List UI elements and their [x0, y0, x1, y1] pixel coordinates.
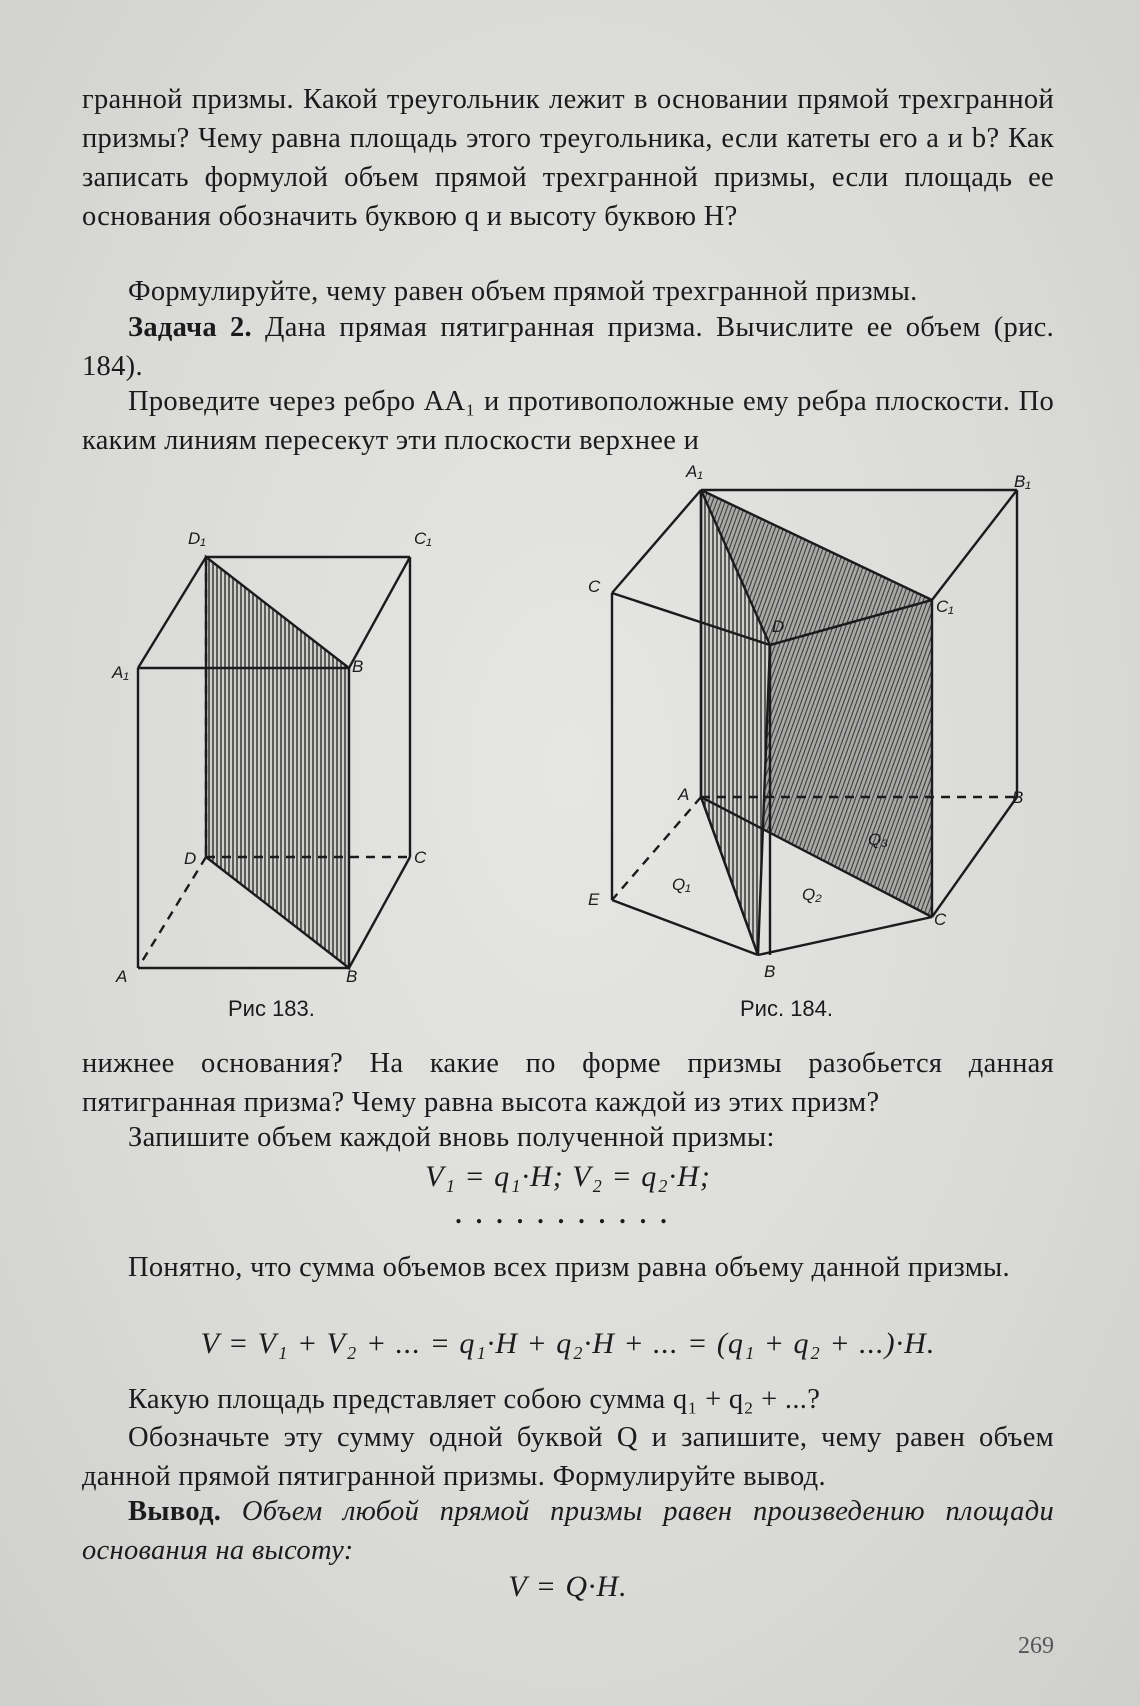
- label-q2: Q₂: [802, 885, 822, 904]
- paragraph-write-volume: Запишите объем каждой вновь полученной призмы:: [128, 1122, 775, 1153]
- formula-sum: V = V₁ + V₂ + ... = q₁·H + q₂·H + ... = (q₁ + q₂ + ...)·H.: [200, 1327, 936, 1360]
- label-A1: A₁: [112, 663, 129, 682]
- edge: [612, 490, 701, 593]
- label-C1: C₁: [414, 529, 432, 548]
- paragraph-conclusion: [82, 1492, 1054, 1570]
- edge: [758, 917, 932, 955]
- edge: [932, 490, 1017, 600]
- page-number: 269: [1018, 1633, 1054, 1659]
- formula-v1-v2: V₁ = q₁·H; V₂ = q₂·H;: [425, 1160, 711, 1193]
- label-D: D: [184, 849, 197, 868]
- paragraph-area-question: Какую площадь представляет собою сумма q₁ + q₂ + ...?: [128, 1384, 821, 1415]
- label-E1: C: [588, 577, 601, 596]
- edge: [349, 557, 410, 668]
- label-B: B: [346, 967, 358, 986]
- label-B-right: B: [1012, 788, 1024, 807]
- conclusion-label: Вывод.: [128, 1496, 222, 1527]
- label-D1: D₁: [188, 529, 206, 548]
- label-C: C: [934, 910, 947, 929]
- task-text: Дана прямая пятигранная призма. Вычислите ее объем (рис. 184).: [82, 312, 1054, 382]
- caption-fig-184: Рис. 184.: [740, 996, 834, 1021]
- label-B1: B₁: [1014, 472, 1031, 491]
- hidden-edge: [138, 857, 206, 968]
- figure-183: [138, 557, 410, 968]
- paragraph-denote-q: Обозначьте эту сумму одной буквой Q и запишите, чему равен объем данной прямой пятигранной призмы. Формулируйте вывод.: [82, 1422, 1054, 1492]
- label-A: A: [678, 785, 690, 804]
- label-E: E: [588, 890, 600, 909]
- label-B1: B: [352, 657, 364, 676]
- label-A1: A₁: [686, 462, 703, 481]
- label-A: A: [116, 967, 128, 986]
- formula-dots: ...........: [455, 1200, 681, 1229]
- paragraph-bases: нижнее основания? На какие по форме призмы разобьется данная пятигранная призма? Чему равна высота каждой из этих призм?: [82, 1048, 1054, 1118]
- diagonal-section: [206, 557, 349, 968]
- label-q1: Q₁: [672, 875, 691, 894]
- label-C1: C₁: [936, 597, 954, 616]
- edge: [612, 900, 758, 955]
- label-C: C: [414, 848, 427, 867]
- edge: [349, 857, 410, 968]
- paragraph-sum: Понятно, что сумма объемов всех призм равна объему данной призмы.: [128, 1252, 1010, 1283]
- label-B: B: [764, 962, 776, 981]
- conclusion-text: Объем любой прямой призмы равен произведению площади основания на высоту:: [82, 1496, 1054, 1566]
- edge: [932, 797, 1017, 917]
- edge: [138, 557, 206, 668]
- formula-v-qh: V = Q·H.: [508, 1570, 628, 1603]
- label-D: D: [772, 617, 785, 636]
- paragraph-formulate: Формулируйте, чему равен объем прямой трехгранной призмы.: [128, 276, 918, 307]
- label-q3: Q₃: [868, 830, 888, 849]
- paragraph-prism-questions: гранной призмы. Какой треугольник лежит в основании прямой трехгранной призмы? Чему равна площадь этого треугольника, если катеты его a и b? Как записать формулой объем прямой трехгранной призмы, если площадь ее основания обозначить буквою q и высоту буквою H?: [82, 84, 1054, 232]
- paragraph-planes: Проведите через ребро AA₁ и противоположные ему ребра плоскости. По каким линиям пересекут эти плоскости верхнее и: [82, 386, 1054, 456]
- task-label: Задача 2.: [128, 312, 252, 343]
- caption-fig-183: Рис 183.: [228, 996, 315, 1021]
